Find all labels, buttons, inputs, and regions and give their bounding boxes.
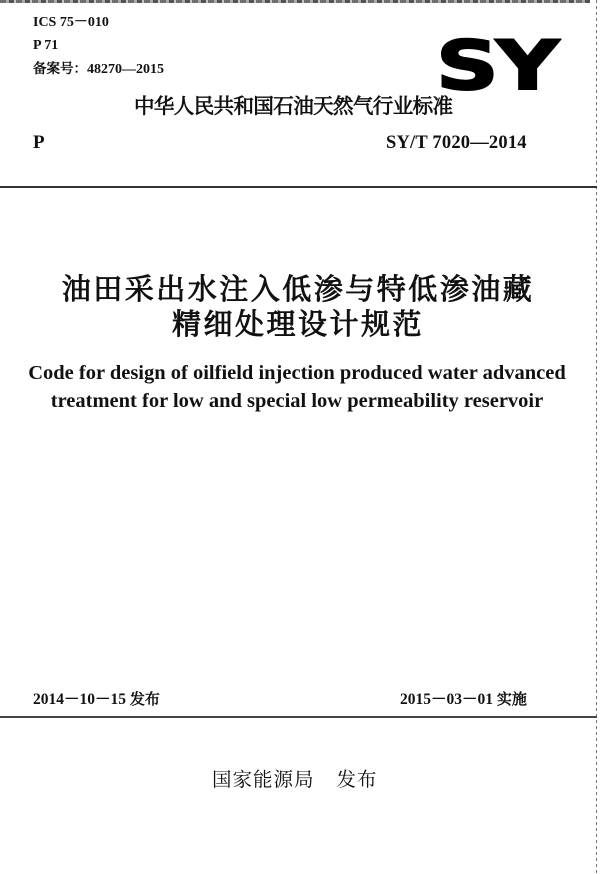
issue-date-value: 2014－10－15 [33, 691, 127, 708]
title-cn-line2: 精细处理设计规范 [171, 307, 424, 341]
title-cn-line1: 油田采出水注入低渗与特低渗油藏 [61, 272, 535, 306]
classification-code: P 71 [33, 38, 59, 53]
record-number-label: 备案号： [33, 61, 87, 77]
scan-right-edge [596, 0, 597, 874]
footer-divider [0, 716, 597, 718]
standard-code: SY/T 7020—2014 [386, 133, 527, 153]
issue-date [33, 690, 160, 709]
ics-code: ICS 75－010 [33, 15, 109, 30]
record-number-value: 48270—2015 [87, 62, 164, 77]
record-number [33, 61, 164, 78]
implementation-date-label: 实施 [496, 690, 527, 708]
publisher-action: 发布 [336, 768, 378, 791]
issue-date-label: 发布 [129, 690, 160, 708]
implementation-date-value: 2015－03－01 [400, 691, 494, 708]
publisher [212, 768, 378, 792]
scan-top-edge [0, 0, 590, 3]
title-en-line2: treatment for low and special low permeability reservoir [50, 390, 544, 412]
category-letter: P [33, 132, 45, 153]
header-divider [0, 186, 597, 188]
standard-type-heading: 中华人民共和国石油天然气行业标准 [134, 94, 453, 118]
title-en-line1: Code for design of oilfield injection produced water advanced [28, 362, 566, 384]
publisher-name: 国家能源局 [212, 768, 315, 791]
implementation-date [400, 690, 527, 709]
sy-logo: SY [436, 27, 557, 106]
